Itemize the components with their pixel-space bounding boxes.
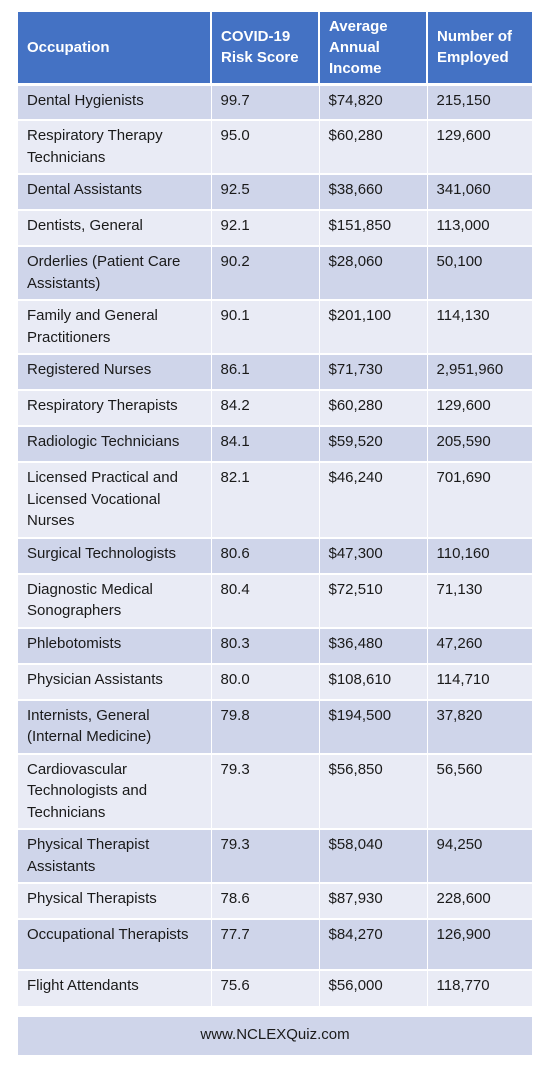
cell-occupation: Respiratory Therapists bbox=[18, 390, 211, 426]
cell-occupation: Flight Attendants bbox=[18, 970, 211, 1006]
cell-occupation: Family and General Practitioners bbox=[18, 300, 211, 354]
cell-occupation: Licensed Practical and Licensed Vocational Nurses bbox=[18, 462, 211, 538]
cell-number-employed: 205,590 bbox=[427, 426, 532, 462]
table-row bbox=[18, 700, 532, 754]
cell-occupation: Cardiovascular Technologists and Technicians bbox=[18, 754, 211, 830]
table-row bbox=[18, 390, 532, 426]
cell-average-income: $46,240 bbox=[319, 462, 427, 538]
cell-risk-score: 80.3 bbox=[211, 628, 319, 664]
cell-risk-score: 92.5 bbox=[211, 174, 319, 210]
table-row bbox=[18, 354, 532, 390]
cell-number-employed: 341,060 bbox=[427, 174, 532, 210]
cell-average-income: $56,850 bbox=[319, 754, 427, 830]
cell-risk-score: 78.6 bbox=[211, 883, 319, 919]
cell-risk-score: 80.6 bbox=[211, 538, 319, 574]
cell-number-employed: 129,600 bbox=[427, 120, 532, 174]
cell-average-income: $194,500 bbox=[319, 700, 427, 754]
cell-average-income: $108,610 bbox=[319, 664, 427, 700]
header-number-employed: Number of Employed bbox=[427, 12, 532, 84]
cell-occupation: Diagnostic Medical Sonographers bbox=[18, 574, 211, 628]
cell-average-income: $74,820 bbox=[319, 84, 427, 120]
cell-occupation: Radiologic Technicians bbox=[18, 426, 211, 462]
cell-average-income: $201,100 bbox=[319, 300, 427, 354]
cell-average-income: $58,040 bbox=[319, 829, 427, 883]
cell-number-employed: 129,600 bbox=[427, 390, 532, 426]
cell-number-employed: 71,130 bbox=[427, 574, 532, 628]
cell-average-income: $87,930 bbox=[319, 883, 427, 919]
cell-risk-score: 86.1 bbox=[211, 354, 319, 390]
cell-occupation: Orderlies (Patient Care Assistants) bbox=[18, 246, 211, 300]
cell-risk-score: 90.1 bbox=[211, 300, 319, 354]
source-footer: www.NCLEXQuiz.com bbox=[18, 1015, 532, 1055]
cell-occupation: Dental Hygienists bbox=[18, 84, 211, 120]
cell-risk-score: 77.7 bbox=[211, 919, 319, 970]
header-average-income: Average Annual Income bbox=[319, 12, 427, 84]
table-row bbox=[18, 754, 532, 830]
cell-average-income: $38,660 bbox=[319, 174, 427, 210]
cell-risk-score: 80.0 bbox=[211, 664, 319, 700]
cell-occupation: Dentists, General bbox=[18, 210, 211, 246]
cell-number-employed: 50,100 bbox=[427, 246, 532, 300]
cell-risk-score: 92.1 bbox=[211, 210, 319, 246]
cell-number-employed: 114,130 bbox=[427, 300, 532, 354]
cell-number-employed: 215,150 bbox=[427, 84, 532, 120]
cell-average-income: $151,850 bbox=[319, 210, 427, 246]
cell-risk-score: 79.3 bbox=[211, 754, 319, 830]
cell-occupation: Respiratory Therapy Technicians bbox=[18, 120, 211, 174]
cell-number-employed: 126,900 bbox=[427, 919, 532, 970]
cell-number-employed: 228,600 bbox=[427, 883, 532, 919]
cell-occupation: Dental Assistants bbox=[18, 174, 211, 210]
table-row bbox=[18, 970, 532, 1006]
table-header-row bbox=[18, 12, 532, 84]
covid-risk-table bbox=[18, 12, 532, 1006]
cell-risk-score: 79.3 bbox=[211, 829, 319, 883]
cell-number-employed: 2,951,960 bbox=[427, 354, 532, 390]
cell-risk-score: 84.2 bbox=[211, 390, 319, 426]
table-row bbox=[18, 300, 532, 354]
cell-average-income: $72,510 bbox=[319, 574, 427, 628]
table-row bbox=[18, 628, 532, 664]
cell-average-income: $47,300 bbox=[319, 538, 427, 574]
table-body bbox=[18, 84, 532, 1006]
cell-number-employed: 113,000 bbox=[427, 210, 532, 246]
cell-occupation: Registered Nurses bbox=[18, 354, 211, 390]
cell-average-income: $59,520 bbox=[319, 426, 427, 462]
cell-occupation: Physical Therapists bbox=[18, 883, 211, 919]
cell-occupation: Occupational Therapists bbox=[18, 919, 211, 970]
cell-average-income: $71,730 bbox=[319, 354, 427, 390]
cell-number-employed: 701,690 bbox=[427, 462, 532, 538]
cell-risk-score: 99.7 bbox=[211, 84, 319, 120]
cell-number-employed: 114,710 bbox=[427, 664, 532, 700]
cell-risk-score: 90.2 bbox=[211, 246, 319, 300]
header-occupation: Occupation bbox=[18, 12, 211, 84]
cell-occupation: Phlebotomists bbox=[18, 628, 211, 664]
table-row bbox=[18, 664, 532, 700]
table-row bbox=[18, 919, 532, 970]
cell-number-employed: 47,260 bbox=[427, 628, 532, 664]
table-row bbox=[18, 829, 532, 883]
cell-occupation: Physician Assistants bbox=[18, 664, 211, 700]
table-row bbox=[18, 174, 532, 210]
cell-risk-score: 80.4 bbox=[211, 574, 319, 628]
cell-risk-score: 75.6 bbox=[211, 970, 319, 1006]
table-row bbox=[18, 883, 532, 919]
table-row bbox=[18, 538, 532, 574]
cell-average-income: $56,000 bbox=[319, 970, 427, 1006]
cell-average-income: $60,280 bbox=[319, 120, 427, 174]
table-row bbox=[18, 462, 532, 538]
cell-number-employed: 110,160 bbox=[427, 538, 532, 574]
cell-occupation: Physical Therapist Assistants bbox=[18, 829, 211, 883]
cell-average-income: $28,060 bbox=[319, 246, 427, 300]
cell-number-employed: 37,820 bbox=[427, 700, 532, 754]
header-risk-score: COVID-19 Risk Score bbox=[211, 12, 319, 84]
cell-risk-score: 95.0 bbox=[211, 120, 319, 174]
table-row bbox=[18, 574, 532, 628]
cell-number-employed: 56,560 bbox=[427, 754, 532, 830]
cell-risk-score: 84.1 bbox=[211, 426, 319, 462]
table-row bbox=[18, 426, 532, 462]
table-row bbox=[18, 210, 532, 246]
table-row bbox=[18, 246, 532, 300]
cell-occupation: Internists, General (Internal Medicine) bbox=[18, 700, 211, 754]
cell-number-employed: 94,250 bbox=[427, 829, 532, 883]
table-row bbox=[18, 120, 532, 174]
risk-table-container bbox=[18, 12, 532, 1006]
table-row bbox=[18, 84, 532, 120]
cell-occupation: Surgical Technologists bbox=[18, 538, 211, 574]
cell-number-employed: 118,770 bbox=[427, 970, 532, 1006]
cell-average-income: $36,480 bbox=[319, 628, 427, 664]
cell-risk-score: 79.8 bbox=[211, 700, 319, 754]
cell-risk-score: 82.1 bbox=[211, 462, 319, 538]
cell-average-income: $60,280 bbox=[319, 390, 427, 426]
cell-average-income: $84,270 bbox=[319, 919, 427, 970]
